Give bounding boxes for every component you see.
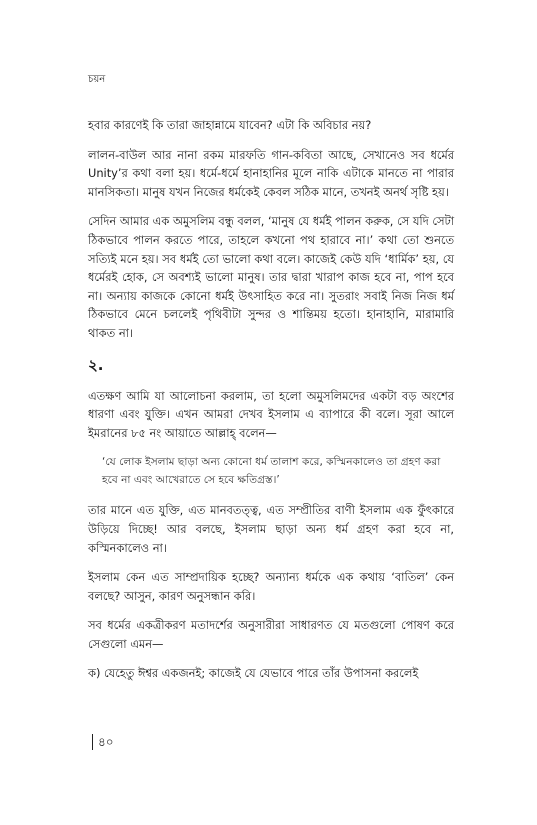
- paragraph: ইসলাম কেন এত সাম্প্রদায়িক হচ্ছে? অন্যান্য ধর্মকে এক কথায় ‘বাতিল’ কেন বলছে? আসুন, কারণ অনুসন্ধান করি।: [88, 570, 454, 603]
- paragraph: লালন-বাউল আর নানা রকম মারফতি গান-কবিতা আছে, সেখানেও সব ধর্মের Unity’র কথা বলা হয়। ধর্মে-ধর্মে হানাহানির মূলে নাকি এটাকে মানতে না পারার মানসিকতা। মানুষ যখন নিজের ধর্মকেই কেবল সঠিক মানে, তখনই অনর্থ সৃষ্টি হয়।: [88, 147, 454, 199]
- body-text: [88, 116, 454, 694]
- paragraph: তার মানে এত যুক্তি, এত মানবতত্ত্ব, এত সম্প্রীতির বাণী ইসলাম এক ফুঁৎকারে উড়িয়ে দিচ্ছে! আর বলছে, ইসলাম ছাড়া অন্য ধর্ম গ্রহণ করা হবে না, কস্মিনকালেও না।: [88, 503, 454, 555]
- paragraph: সব ধর্মের একত্রীকরণ মতাদর্শের অনুসারীরা সাধারণত যে মতগুলো পোষণ করে সেগুলো এমন—: [88, 618, 454, 651]
- paragraph: এতক্ষণ আমি যা আলোচনা করলাম, তা হলো অমুসলিমদের একটা বড় অংশের ধারণা এবং যুক্তি। এখন আমরা দেখব ইসলাম এ ব্যাপারে কী বলে। সূরা আলে ইমরানের ৮৫ নং আয়াতে আল্লাহ্ বলেন—: [88, 388, 454, 440]
- page-number: ৪০: [92, 734, 114, 750]
- section-number: ২.: [88, 355, 104, 374]
- paragraph: হবার কারণেই কি তারা জাহান্নামে যাবেন? এটা কি অবিচার নয়?: [88, 118, 372, 132]
- paragraph: ক) যেহেতু ঈশ্বর একজনই; কাজেই যে যেভাবে পারে তাঁর উপাসনা করলেই: [88, 666, 419, 681]
- paragraph: সেদিন আমার এক অমুসলিম বন্ধু বলল, ‘মানুষ যে ধর্মই পালন করুক, সে যদি সেটা ঠিকভাবে পালন করতে পারে, তাহলে কখনো পথ হারাবে না।’ কথা তো শুনতে সত্যিই মনে হয়। সব ধর্মই তো ভালো কথা বলে। কাজেই কেউ যদি ‘ধার্মিক’ হয়, যে ধর্মেরই হোক, সে অবশ্যই ভালো মানুষ। তার দ্বারা খারাপ কাজ হবে না, পাপ হবে না। অন্যায় কাজকে কোনো ধর্মই উৎসাহিত করে না। সুতরাং সবাই নিজ নিজ ধর্ম ঠিকভাবে মেনে চললেই পৃথিবীটা সুন্দর ও শান্তিময় হতো। হানাহানি, মারামারি থাকত না।: [88, 214, 454, 340]
- running-head: চয়ন: [88, 74, 106, 85]
- quran-quote: ‘যে লোক ইসলাম ছাড়া অন্য কোনো ধর্ম তালাশ করে, কস্মিনকালেও তা গ্রহণ করা হবে না এবং আখেরাতে সে হবে ক্ষতিগ্রস্ত।’: [102, 456, 441, 487]
